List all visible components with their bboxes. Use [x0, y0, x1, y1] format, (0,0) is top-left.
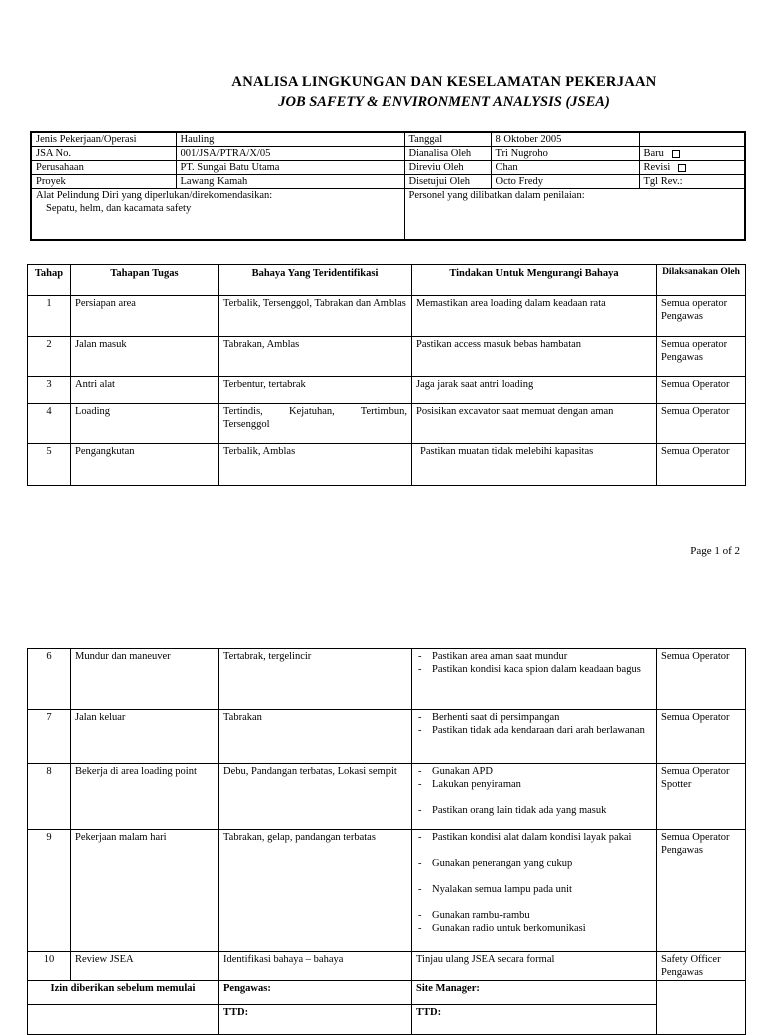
personel-cell: [404, 189, 745, 241]
action-item: - Nyalakan semua lampu pada unit: [416, 883, 652, 896]
ttd-site-manager[interactable]: TTD:: [412, 1005, 657, 1035]
row-oleh: Semua Operator: [657, 377, 746, 404]
jsa-value: 001/JSA/PTRA/X/05: [176, 147, 404, 161]
table-row: [28, 444, 746, 486]
revisi-label: Revisi: [643, 162, 671, 173]
document-subtitle: JOB SAFETY & ENVIRONMENT ANALYSIS (JSEA): [278, 94, 610, 110]
row-oleh: [657, 296, 746, 337]
action-item: - Gunakan radio untuk berkomunikasi: [416, 922, 652, 935]
row-tugas: Persiapan area: [71, 296, 219, 337]
oleh-line: Pengawas: [661, 352, 703, 363]
empty-cell: [28, 1005, 219, 1035]
action-item: - Gunakan rambu-rambu: [416, 909, 652, 922]
site-manager-label: Site Manager:: [412, 981, 657, 1005]
header-oleh: Dilaksanakan Oleh: [657, 265, 746, 296]
row-tugas: Review JSEA: [71, 952, 219, 981]
row-tindakan: Jaga jarak saat antri loading: [412, 377, 657, 404]
baru-checkbox[interactable]: [672, 150, 680, 158]
row-oleh: [657, 764, 746, 830]
header-tindakan: Tindakan Untuk Mengurangi Bahaya: [412, 265, 657, 296]
row-number: 6: [28, 649, 71, 710]
row-tindakan: Posisikan excavator saat memuat dengan aman: [412, 404, 657, 444]
row-tugas: Jalan keluar: [71, 710, 219, 764]
apd-cell: [31, 189, 404, 241]
empty-cell: [639, 132, 745, 147]
row-bahaya: Tertabrak, tergelincir: [219, 649, 412, 710]
dianalisa-value: Tri Nugroho: [491, 147, 639, 161]
row-oleh: Semua Operator: [657, 444, 746, 486]
direviu-value: Chan: [491, 161, 639, 175]
baru-label: Baru: [643, 148, 664, 159]
row-number: 9: [28, 830, 71, 952]
perusahaan-value: PT. Sungai Batu Utama: [176, 161, 404, 175]
header-tugas: Tahapan Tugas: [71, 265, 219, 296]
info-table: [30, 131, 746, 241]
oleh-line: Semua Operator: [661, 766, 730, 777]
tanggal-value: 8 Oktober 2005: [491, 132, 639, 147]
row-number: 4: [28, 404, 71, 444]
ttd-pengawas[interactable]: TTD:: [219, 1005, 412, 1035]
oleh-line: Pengawas: [661, 967, 703, 978]
row-oleh: [657, 830, 746, 952]
action-item: - Pastikan area aman saat mundur: [416, 650, 652, 663]
revisi-cell: [639, 161, 745, 175]
table-row: [28, 710, 746, 764]
oleh-line: Semua operator: [661, 298, 728, 309]
table-row: [28, 830, 746, 952]
row-number: 7: [28, 710, 71, 764]
table-row: [28, 404, 746, 444]
task-table-page1: [27, 264, 746, 486]
oleh-line: Pengawas: [661, 845, 703, 856]
table-row: [28, 764, 746, 830]
row-number: 3: [28, 377, 71, 404]
header-bahaya: Bahaya Yang Teridentifikasi: [219, 265, 412, 296]
action-item: - Lakukan penyiraman: [416, 778, 652, 791]
row-tindakan: Tinjau ulang JSEA secara formal: [412, 952, 657, 981]
row-oleh: [657, 337, 746, 377]
row-tindakan: [412, 710, 657, 764]
row-tugas: Pekerjaan malam hari: [71, 830, 219, 952]
table-row: [28, 952, 746, 981]
proyek-label: Proyek: [31, 175, 176, 189]
row-bahaya: Tabrakan: [219, 710, 412, 764]
row-number: 10: [28, 952, 71, 981]
table-row: [28, 337, 746, 377]
row-number: 5: [28, 444, 71, 486]
pengawas-label: Pengawas:: [219, 981, 412, 1005]
izin-label: Izin diberikan sebelum memulai: [28, 981, 219, 1005]
row-bahaya: Identifikasi bahaya – bahaya: [219, 952, 412, 981]
disetujui-value: Octo Fredy: [491, 175, 639, 189]
row-tugas: Loading: [71, 404, 219, 444]
oleh-line: Semua operator: [661, 339, 728, 350]
row-bahaya: Tertindis, Kejatuhan, Tertimbun, Tersenggol: [219, 404, 412, 444]
disetujui-label: Disetujui Oleh: [404, 175, 491, 189]
row-oleh: Semua Operator: [657, 710, 746, 764]
row-oleh: Semua Operator: [657, 404, 746, 444]
task-table-page2: [27, 648, 746, 1035]
row-bahaya: Terbalik, Tersenggol, Tabrakan dan Amblas: [219, 296, 412, 337]
header-tahap: Tahap: [28, 265, 71, 296]
tanggal-label: Tanggal: [404, 132, 491, 147]
document-title: ANALISA LINGKUNGAN DAN KESELAMATAN PEKERJAAN: [231, 74, 657, 90]
table-row: [28, 377, 746, 404]
action-item: - Pastikan orang lain tidak ada yang masuk: [416, 804, 652, 817]
row-bahaya: Tabrakan, gelap, pandangan terbatas: [219, 830, 412, 952]
jsa-label: JSA No.: [31, 147, 176, 161]
action-item: - Berhenti saat di persimpangan: [416, 711, 652, 724]
personel-label: Personel yang dilibatkan dalam penilaian:: [408, 190, 585, 201]
action-item: - Pastikan tidak ada kendaraan dari arah berlawanan: [416, 724, 652, 737]
row-tindakan: [412, 830, 657, 952]
row-bahaya: Terbentur, tertabrak: [219, 377, 412, 404]
dianalisa-label: Dianalisa Oleh: [404, 147, 491, 161]
oleh-line: Pengawas: [661, 311, 703, 322]
row-tindakan: Pastikan access masuk bebas hambatan: [412, 337, 657, 377]
row-oleh: Semua Operator: [657, 649, 746, 710]
row-tugas: Bekerja di area loading point: [71, 764, 219, 830]
tglrev-label: Tgl Rev.:: [639, 175, 745, 189]
empty-cell: [657, 981, 746, 1035]
page-number: Page 1 of 2: [690, 545, 740, 557]
row-number: 2: [28, 337, 71, 377]
signoff-row: [28, 981, 746, 1005]
action-item: - Pastikan kondisi kaca spion dalam keadaan bagus: [416, 663, 652, 676]
row-tindakan: [412, 764, 657, 830]
action-item: - Gunakan penerangan yang cukup: [416, 857, 652, 870]
row-tugas: Pengangkutan: [71, 444, 219, 486]
row-tugas: Mundur dan maneuver: [71, 649, 219, 710]
jenis-label: Jenis Pekerjaan/Operasi: [31, 132, 176, 147]
row-tugas: Antri alat: [71, 377, 219, 404]
apd-label: Alat Pelindung Diri yang diperlukan/direkomendasikan:: [36, 190, 273, 201]
action-item: - Gunakan APD: [416, 765, 652, 778]
oleh-line: Safety Officer: [661, 954, 721, 965]
signoff-row: [28, 1005, 746, 1035]
row-tindakan: Memastikan area loading dalam keadaan rata: [412, 296, 657, 337]
row-tindakan: [412, 649, 657, 710]
row-oleh: [657, 952, 746, 981]
table-row: [28, 296, 746, 337]
perusahaan-label: Perusahaan: [31, 161, 176, 175]
row-bahaya: Terbalik, Amblas: [219, 444, 412, 486]
row-bahaya: Debu, Pandangan terbatas, Lokasi sempit: [219, 764, 412, 830]
row-tugas: Jalan masuk: [71, 337, 219, 377]
apd-value: Sepatu, helm, dan kacamata safety: [46, 203, 192, 214]
oleh-line: Spotter: [661, 779, 692, 790]
table-row: [28, 649, 746, 710]
jenis-value: Hauling: [176, 132, 404, 147]
row-tindakan: Pastikan muatan tidak melebihi kapasitas: [412, 444, 657, 486]
row-number: 8: [28, 764, 71, 830]
direviu-label: Direviu Oleh: [404, 161, 491, 175]
row-bahaya: Tabrakan, Amblas: [219, 337, 412, 377]
baru-cell: [639, 147, 745, 161]
row-number: 1: [28, 296, 71, 337]
action-item: - Pastikan kondisi alat dalam kondisi layak pakai: [416, 831, 652, 844]
oleh-line: Semua Operator: [661, 832, 730, 843]
proyek-value: Lawang Kamah: [176, 175, 404, 189]
revisi-checkbox[interactable]: [678, 164, 686, 172]
